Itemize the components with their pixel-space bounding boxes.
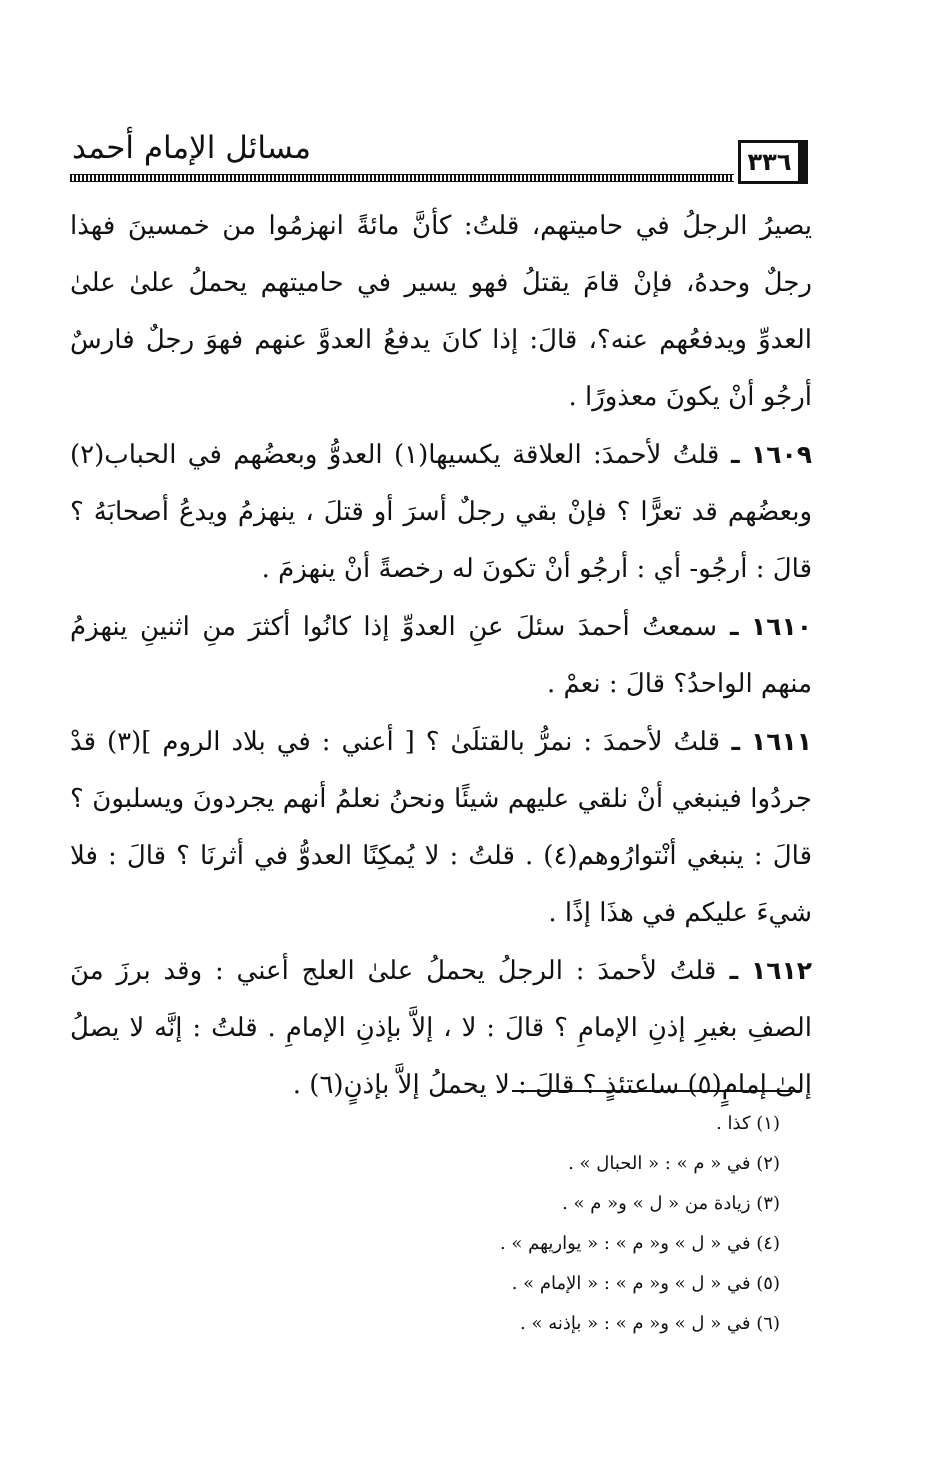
issue-dash: ـ bbox=[720, 727, 741, 756]
header-rule bbox=[70, 174, 734, 182]
issue-number: ١٦١١ bbox=[751, 727, 813, 756]
issue-dash: ـ bbox=[719, 440, 740, 469]
issue-1610 bbox=[70, 598, 812, 713]
paragraph-text: سمعتُ أحمدَ سئلَ عنِ العدوِّ إذا كانُوا أكثرَ منِ اثنينِ ينهزمُ منهم الواحدُ؟ قالَ : نعمْ . bbox=[70, 612, 812, 699]
paragraph-text: يصيرُ الرجلُ في حاميتهم، قلتُ: كأنَّ مائةً انهزمُوا من خمسينَ فهذا رجلٌ وحدهُ، فإنْ قامَ يقتلُ فهو يسير في حاميتهم يحملُ علىٰ علىٰ العدوِّ ويدفعُهم عنه؟، قالَ: إذا كانَ يدفعُ العدوَّ عنهم فهوَ رجلٌ فارسٌ أرجُو أنْ يكونَ معذورًا . bbox=[70, 211, 812, 412]
issue-number: ١٦١٢ bbox=[750, 956, 813, 985]
issue-dash: ـ bbox=[716, 956, 739, 985]
footnote-5: (٥) في « ل » و« م » : « الإمام » . bbox=[511, 1273, 780, 1294]
footnote-2: (٢) في « م » : « الحبال » . bbox=[568, 1153, 780, 1174]
issue-number: ١٦٠٩ bbox=[750, 440, 812, 469]
footnote-6: (٦) في « ل » و« م » : « بإذنه » . bbox=[520, 1313, 780, 1334]
issue-1609 bbox=[70, 426, 812, 598]
issue-dash: ـ bbox=[717, 612, 739, 641]
body-text bbox=[70, 198, 812, 1114]
paragraph-text: قلتُ لأحمدَ: العلاقة يكسيها(١) العدوُّ وبعضُهم في الحباب(٢) وبعضُهم قد تعرًّا ؟ فإنْ بقي رجلٌ أسرَ أو قتلَ ، ينهزمُ ويدعُ أصحابَهُ ؟ قالَ : أرجُو- أي : أرجُو أنْ تكونَ له رخصةً أنْ ينهزمَ . bbox=[70, 440, 812, 584]
paragraph-text: قلتُ لأحمدَ : الرجلُ يحملُ علىٰ العلج أعني : وقد برزَ منَ الصفِ بغيرِ إذنِ الإمامِ ؟ قالَ : لا ، إلاَّ بإذنِ الإمامِ . قلتُ : إنَّه لا يصلُ إلىٰ إمامٍ(٥) ساعتئذٍ ؟ قالَ : لا يحملُ إلاَّ بإذنٍ(٦) . bbox=[70, 956, 812, 1100]
issue-number: ١٦١٠ bbox=[750, 612, 812, 641]
footnote-4: (٤) في « ل » و« م » : « يواريهم » . bbox=[499, 1233, 780, 1254]
footnote-1: (١) كذا . bbox=[716, 1113, 780, 1134]
issue-1612 bbox=[70, 942, 812, 1114]
footnote-rule bbox=[512, 1090, 802, 1092]
running-title: مسائل الإمام أحمد bbox=[72, 130, 312, 166]
footnote-3: (٣) زيادة من « ل » و« م » . bbox=[562, 1193, 780, 1214]
paragraph-text: قلتُ لأحمدَ : نمرُّ بالقتلَىٰ ؟ [ أعني : في بلاد الروم ](٣) قدْ جردُوا فينبغي أنْ نلقي عليهم شيئًا ونحنُ نعلمُ أنهم يجردونَ ويسلبونَ ؟ قالَ : ينبغي أنْتوارُوهم(٤) . قلتُ : لا يُمكِنًا العدوُّ في أثرنَا ؟ قالَ : فلا شيءَ عليكم في هذَا إذًا . bbox=[70, 727, 812, 928]
issue-1611 bbox=[70, 713, 812, 942]
paragraph-continuation bbox=[70, 198, 812, 426]
page-number: ٣٣٦ bbox=[738, 140, 808, 184]
footnotes bbox=[300, 1104, 780, 1344]
